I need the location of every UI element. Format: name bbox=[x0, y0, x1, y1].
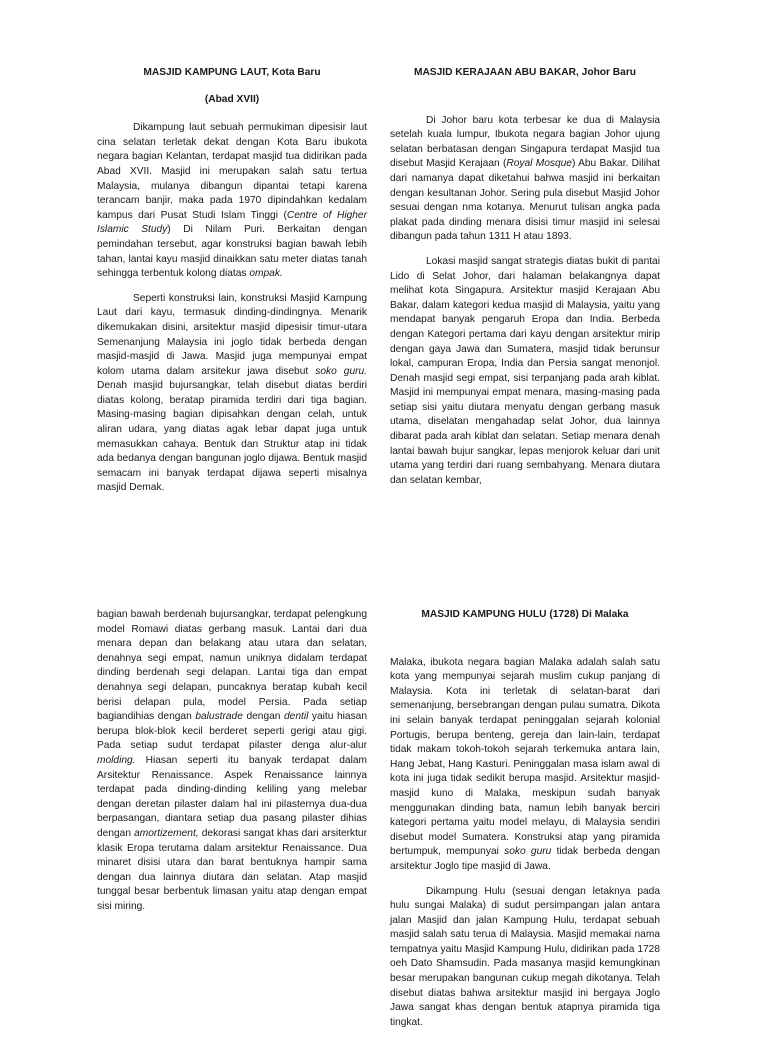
paragraph: Dikampung Hulu (sesuai dengan letaknya pada hulu sungai Malaka) di sudut persimpangan jalan antara jalan Masjid dan jalan Kampung Hulu, terdapat sebuah masjid salah satu terua di Malaysia. Masjid memakai nama tempatnya yaitu Masjid Kampung Hulu, didirikan pada 1728 oeh Dato Shamsudin. Pada masanya masjid kemungkinan besar merupakan bangunan cukup megah dikotanya. Telah disebut diatas bahwa arsitektur masjid ini bergaya Joglo Jawa sangat khas dengan bentuk atapnya piramida tiga tingkat. bbox=[390, 885, 660, 1028]
section-title-abu-bakar: MASJID KERAJAAN ABU BAKAR, Johor Baru bbox=[413, 67, 637, 78]
section-title-kampung-laut: MASJID KAMPUNG LAUT, Kota Baru bbox=[143, 67, 321, 78]
paragraph: Seperti konstruksi lain, konstruksi Masjid Kampung Laut dari kayu, termasuk dinding-dindingnya. Menarik dikemukakan disini, arsitektur masjid dipesisir timur-utara Semenanjung Malaysia ini joglo tidak berbeda dengan masjid-masjid di Jawa. Masjid juga mempunyai empat kolom utama dalam arsitekur jawa disebut soko guru. Denah masjid bujursangkar, telah disebut diatas berdiri diatas kolong, beratap piramida terdiri dari tiga bagian. Masing-masing bagian dipisahkan dengan celah, untuk aliran udara, yang diatas agak lebar dapat juga untuk memasukkan cahaya. Bentuk dan Struktur atap ini tidak ada bedanya dengan bangunan joglo dijawa. Bentuk masjid semacam ini banyak terdapat dijawa seperti misalnya masjid Demak. bbox=[97, 292, 367, 494]
section-subtitle-abad: (Abad XVII) bbox=[204, 93, 260, 105]
column-bottom-left bbox=[97, 608, 367, 924]
paragraph: bagian bawah berdenah bujursangkar, terdapat pelengkung model Romawi diatas gerbang masuk. Lantai dari dua menara depan dan belakang atau utara dan selatan, denahnya segi empat, namun uniknya didalam terdapat dinding berdenah segi delapan. Lantai tiga dan empat denahnya segi delapan, puncaknya beratap kubah kecil berisi delapan pula, model Persia. Pada setiap bagiandihias dengan balustrade dengan dentil yaitu hiasan berupa blok-blok kecil berderet seperti gerigi atau gigi. Pada setiap sudut terdapat pilaster denga alur-alur molding. Hiasan seperti itu banyak terdapat dalam Arsitektur Renaissance. Aspek Renaissance lainnya terdapat pada dinding-dinding keliling yang melebar dengan deretan pilaster dalam hal ini pilasternya dua-dua berpasangan, diantara setiap dua pasang pilaster dihias dengan amortizement, dekorasi sangat khas dari arsiterktur klasik Eropa terutama dalam arsitektur Renaissance. Dua minaret disisi utara dan barat bentuknya hampir sama dengan dua lainnya diutara dan selatan. Atap masjid tunggal besar berbentuk limasan yaitu atap dengan empat sisi miring. bbox=[97, 609, 368, 912]
paragraph: Dikampung laut sebuah permukiman dipesisir laut cina selatan terletak dekat dengan Kota Baru ibukota negara bagian Kelantan, terdapat masjid tua didirikan pada Abad XVII. Masjid ini merupakan salah satu tertua Malaysia, mulanya dibangun dipantai tetapi karena terancam banjir, maka pada 1970 dipindahkan kedalam kampus dari Pusat Studi Islam Tinggi (Centre of Higher Islamic Study) Di Nilam Puri. Berkaitan dengan pemindahan tersebut, agar konstruksi bagian bawah lebih tahan, lantai kayu masjid dinaikkan satu meter diatas tanah sehingga terbentuk kolong diatas ompak. bbox=[97, 122, 368, 280]
column-top-right bbox=[390, 66, 660, 498]
paragraph: Lokasi masjid sangat strategis diatas bukit di pantai Lido di Selat Johor, dari halaman belakangnya dapat melihat kota Singapura. Arsitektur masjid Kerajaan Abu Bakar, dalam kategori kedua masjid di Malaysia, yaitu yang mendapat banyak pengaruh Eropa dan India. Berbeda dengan Kategori pertama dari kayu dengan arsitektur mirip dengan gaya Jawa dan Sumatera, masjid tidak berunsur lokal, campuran Eropa, India dan Persia sangat menonjol. Denah masjid segi empat, sisi terpanjang pada arah kiblat. Masjid ini mempunyai empat menara, masing-masing pada setiap sisi yaitu diutara menyatu dengan gerbang masuk utama, diselatan mengahadap selat Johor, dua lainnya dibarat pada arah kiblat dan selatan. Setiap menara denah lantai bawah bujur sangkar, lepas menjorok keluar dari unit utama yang terdiri dari ruang sembahyang. Menara diutara dan selatan kembar, bbox=[390, 255, 660, 486]
paragraph: Di Johor baru kota terbesar ke dua di Malaysia setelah kuala lumpur, Ibukota negara bagian Johor ujung selatan berbatasan dengan Singapura terdapat Masjid tua disebut Masjid Kerajaan (Royal Mosque) Abu Bakar. Dilihat dari namanya dapat diketahui bahwa masjid ini berkaitan dengan kesultanan Johor. Sering pula disebut Masjid Johor sesuai dengan nma kotanya. Menurut tulisan angka pada plakat pada dinding menara disisi timur masjid ini selesai dibangun pada tahun 1311 H atau 1893. bbox=[390, 114, 660, 243]
column-top-left bbox=[97, 66, 367, 506]
column-bottom-right bbox=[390, 608, 660, 1040]
section-title-kampung-hulu: MASJID KAMPUNG HULU (1728) Di Malaka bbox=[421, 609, 629, 620]
paragraph: Malaka, ibukota negara bagian Malaka adalah salah satu kota yang mempunyai sejarah muslim cukup panjang di Malaysia. Kota ini terletak di selatan-barat dari semenanjung, bersebrangan dengan pulau sumatra. Dikota ini selain banyak terdapat peninggalan sejarah kolonial Portugis, berupa benteng, gereja dan lain-lain, terdapat tidak makam tokoh-tokoh sejarah terkemuka antara lain, Hang Jebat, Hang Kasturi. Peninggalan masa islam awal di kota ini juga tidak sedikit berupa masjid. Arsitektur masjid-masjid kuno di Malaka, meskipun sudah banyak menggunakan dinding bata, namun lebih banyak berciri kategori pertama yaitu model melayu, di Malaysia sendiri disebut model Sumatera. Konstruksi atap yang piramida bertumpuk, mempunyai soko guru tidak berbeda dengan arsitektur Joglo tipe masjid di Jawa. bbox=[390, 656, 660, 872]
